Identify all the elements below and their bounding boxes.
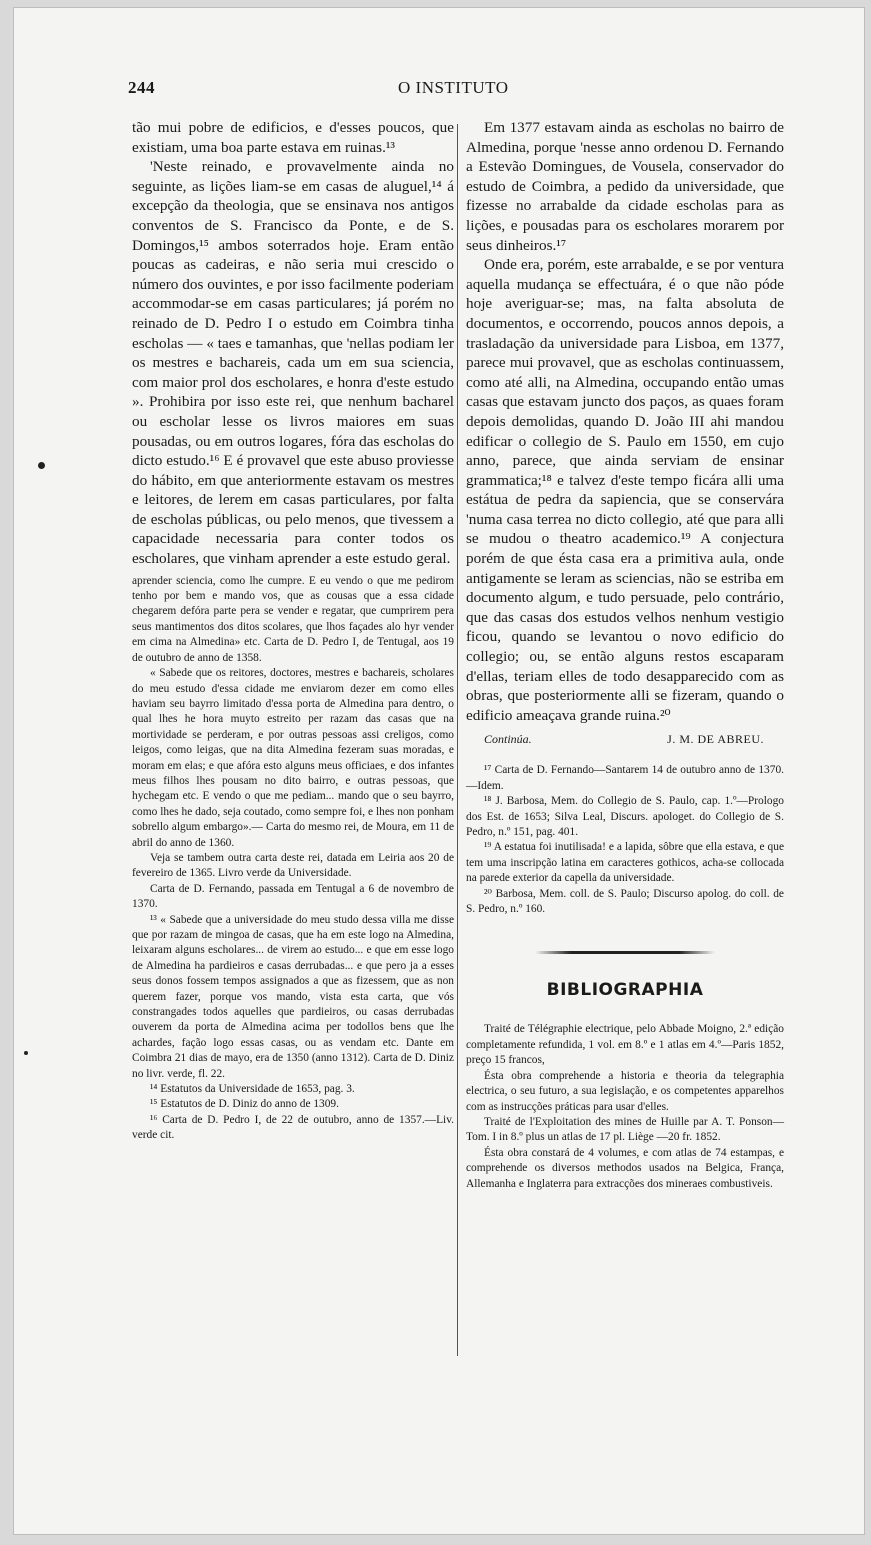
section-divider xyxy=(535,951,715,954)
journal-title: O INSTITUTO xyxy=(398,78,509,97)
bibliography-description: Ésta obra comprehende a historia e theoria da telegraphia electrica, o seu futuro, a sua legislação, e os competentes apparelhos com as instrucções práticas para usar d'elles. xyxy=(466,1069,784,1113)
continua-label: Continúa. xyxy=(484,732,532,747)
footnote-14: ¹⁴ Estatutos da Universidade de 1653, pag. 3. xyxy=(150,1083,355,1096)
footnote-quote: « Sabede que os reitores, doctores, mestres e bachareis, scholares do meu estudo d'essa cidade me enviarom dezer em como elles haviam seu bayrro limitado d'essa porta de Almedina para dentro, o qual lhes he hora muyto estreito per razam das casas que na mortividade se perderam, e por outras pessoas assi creligos, como leigos, como leigas, que na dita Almedina fezeram suas moradas, e moram em elas; e que afóra esto alguns meus officiaes, e dos infantes meus filhos lhes pousam no dito bairro, e outras pessoas, que hychegam etc. E vendo o que me pediam... mando que o seu bayrro, como lhes he dado, seja coutado, como sempre foi, e lhes non ponham sobrello algum embargo».— Carta do mesmo rei, de Moura, em 11 de abril do anno de 1360. xyxy=(132,667,454,849)
bibliography-description: Ésta obra constará de 4 volumes, e com atlas de 74 estampas, e comprehende os diversos methodos usados na Belgica, França, Allemanha e Inglaterra para extracções dos mineraes combustiveis. xyxy=(466,1146,784,1190)
column-divider xyxy=(457,124,458,1356)
footnote-17: ¹⁷ Carta de D. Fernando—Santarem 14 de outubro anno de 1370.—Idem. xyxy=(466,764,784,792)
body-paragraph: Onde era, porém, este arrabalde, e se por ventura aquella mudança se effectuára, é o que não póde hoje averiguar-se; mas, na falta absoluta de documentos, e occorrendo, poucos annos depois, a trasladação da universidade para Lisboa, em 1377, parece mui provavel, que as escholas continuassem, como até alli, na Almedina, occupando então umas casas que estavam juncto dos paços, as quaes foram depois demolidas, quando D. João III ahi mandou edificar o collegio de S. Paulo em 1550, em cujo anno, parece, que ainda serviam de ensinar grammatica;¹⁸ e talvez d'este tempo ficára alli uma estátua de pedra da sapiencia, que se conservára 'numa casa terrea no dicto collegio, até que para alli se mudou o theatro academico.¹⁹ A conjectura porém de que ésta casa era a primitiva aula, onde antigamente se leram as sciencias, não se estriba em documento algum, e tudo persuade, pelo contrário, que das casas dos estudos velhos nenhum vestigio ficou, quando se levantou o novo edificio do collegio; ou, se então alguns restos escaparam d'ellas, teriam elles de todo desapparecido com as obras, que posteriormente alli se fizeram, quando o edificio ameaçava grande ruina.²⁰ xyxy=(466,256,784,724)
bibliography-entry: Traité de Télégraphie electrique, pelo Abbade Moigno, 2.ª edição completamente refundida, 1 vol. em 8.º e 1 atlas em 4.º—Paris 1852, preço 15 francos, xyxy=(466,1023,784,1067)
page-header xyxy=(128,78,788,102)
footnote-13: ¹³ « Sabede que a universidade do meu studo dessa villa me disse que por razam de mingoa de casas, que ha em este logo na Almedina, leixaram alguns escholares... de virem ao estudo... e que em esse logo de Almedina ha pardieiros e casas derrubadas... e que pero ja a esses seus donos fossem tempos assignados a que as fizessem, que as non querem fazer, porque vos mando, vista esta carta, que vós constrangades todos aquelles que pardieiros, ou casas derrubadas ouverem da porta de Almedina acima per todollos bens que lhe achardes, fação logo essas casas, ou as vendam etc. Dante em Coimbra 21 dias de mayo, era de 1350 (anno 1312). Carta de D. Diniz no livr. verde, fl. 22. xyxy=(132,913,454,1080)
footnote-16: ¹⁶ Carta de D. Pedro I, de 22 de outubro, anno de 1357.—Liv. verde cit. xyxy=(132,1113,454,1142)
author-name: J. M. DE ABREU. xyxy=(667,732,764,747)
body-paragraph: 'Neste reinado, e provavelmente ainda no seguinte, as lições liam-se em casas de aluguel,¹⁴ á excepção da theologia, que se ensinava nos antigos conventos de S. Francisco da Ponte, e de S. Domingos,¹⁵ ambos soterrados hoje. Eram então poucas as cadeiras, e não seria mui crescido o número dos ouvintes, e por isso facilmente poderiam accommodar-se em casas particulares; já porém no reinado de D. Pedro I o estudo em Coimbra tinha escholas — « taes e tamanhas, que 'nellas podiam ler os mestres e bachareis, cada um em sua sciencia, com maior prol dos escholares, e honra d'este estudo ». Prohibira por isso este rei, que nenhum bacharel ou escholar lesse os livros maiores em suas pousadas, ou em outros logares, fóra das escholas do dicto estudo.¹⁶ E é provavel que este abuso proviesse do hábito, em que anteriormente estavam os mestres e leitores, de lerem em casas particulares, por falta de escholas públicas, ou pelo menos, que tivessem a capacidade necessaria para conter todos os escholares, que vinham aprender a este estudo geral. xyxy=(132,158,454,568)
footnote-reference: Carta de D. Fernando, passada em Tentugal a 6 de novembro de 1370. xyxy=(132,882,454,911)
footnote-20: ²⁰ Barbosa, Mem. coll. de S. Paulo; Discurso apolog. do coll. de S. Pedro, n.º 160. xyxy=(466,887,784,916)
footnote-18: ¹⁸ J. Barbosa, Mem. do Collegio de S. Paulo, cap. 1.º—Prologo dos Est. de 1653; Silva Leal, Discurs. apologet. do Collegio de S. Pedro, n.º 151, pag. 401. xyxy=(466,795,784,839)
footnote-15: ¹⁵ Estatutos de D. Diniz do anno de 1309. xyxy=(150,1098,339,1111)
footnotes xyxy=(466,763,784,917)
left-column xyxy=(132,118,454,1144)
article-signature xyxy=(466,731,784,749)
section-title: BIBLIOGRAPHIA xyxy=(546,980,704,1001)
bibliography-entry: Traité de l'Exploitation des mines de Huille par A. T. Ponson—Tom. I in 8.º plus un atlas de 17 pl. Liège —20 fr. 1852. xyxy=(466,1115,784,1144)
bibliography xyxy=(466,1022,784,1191)
footnote-19: ¹⁹ A estatua foi inutilisada! e a lapida, sôbre que ella estava, e que tem uma inscripção latina em caracteres gothicos, acha-se collocada na parede exterior da capella da universidade. xyxy=(466,841,784,885)
footnote-continuation: aprender sciencia, como lhe cumpre. E eu vendo o que me pedirom tenho por bem e mando vos, que as cousas que a essa cidade chegarem defóra parte pera se vender e regatar, que cumprirem pera seus mantimentos dos ditos scolares, que lhos façades alo hyr vender em cima na Almedina» etc. Carta de D. Pedro I, de Tentugal, aos 19 de outubro de anno de 1358. xyxy=(132,574,454,664)
ink-spot xyxy=(38,462,45,469)
body-paragraph: tão mui pobre de edificios, e d'esses poucos, que existiam, uma boa parte estava em ruinas.¹³ xyxy=(132,119,454,156)
footnote-reference: Veja se tambem outra carta deste rei, datada em Leiria aos 20 de fevereiro de 1365. Livro verde da Universidade. xyxy=(132,851,454,880)
right-column xyxy=(466,118,784,1192)
ink-spot xyxy=(24,1051,28,1055)
page-number: 244 xyxy=(128,78,155,97)
body-paragraph: Em 1377 estavam ainda as escholas no bairro de Almedina, porque 'nesse anno ordenou D. Fernando a Estevão Domingues, de Vousela, conservador do estudo de Coimbra, a pedido da universidade, que fizesse no arrabalde da cidade escholas para as lições, e pousadas para os escholares morarem por seus dinheiros.¹⁷ xyxy=(466,119,784,254)
